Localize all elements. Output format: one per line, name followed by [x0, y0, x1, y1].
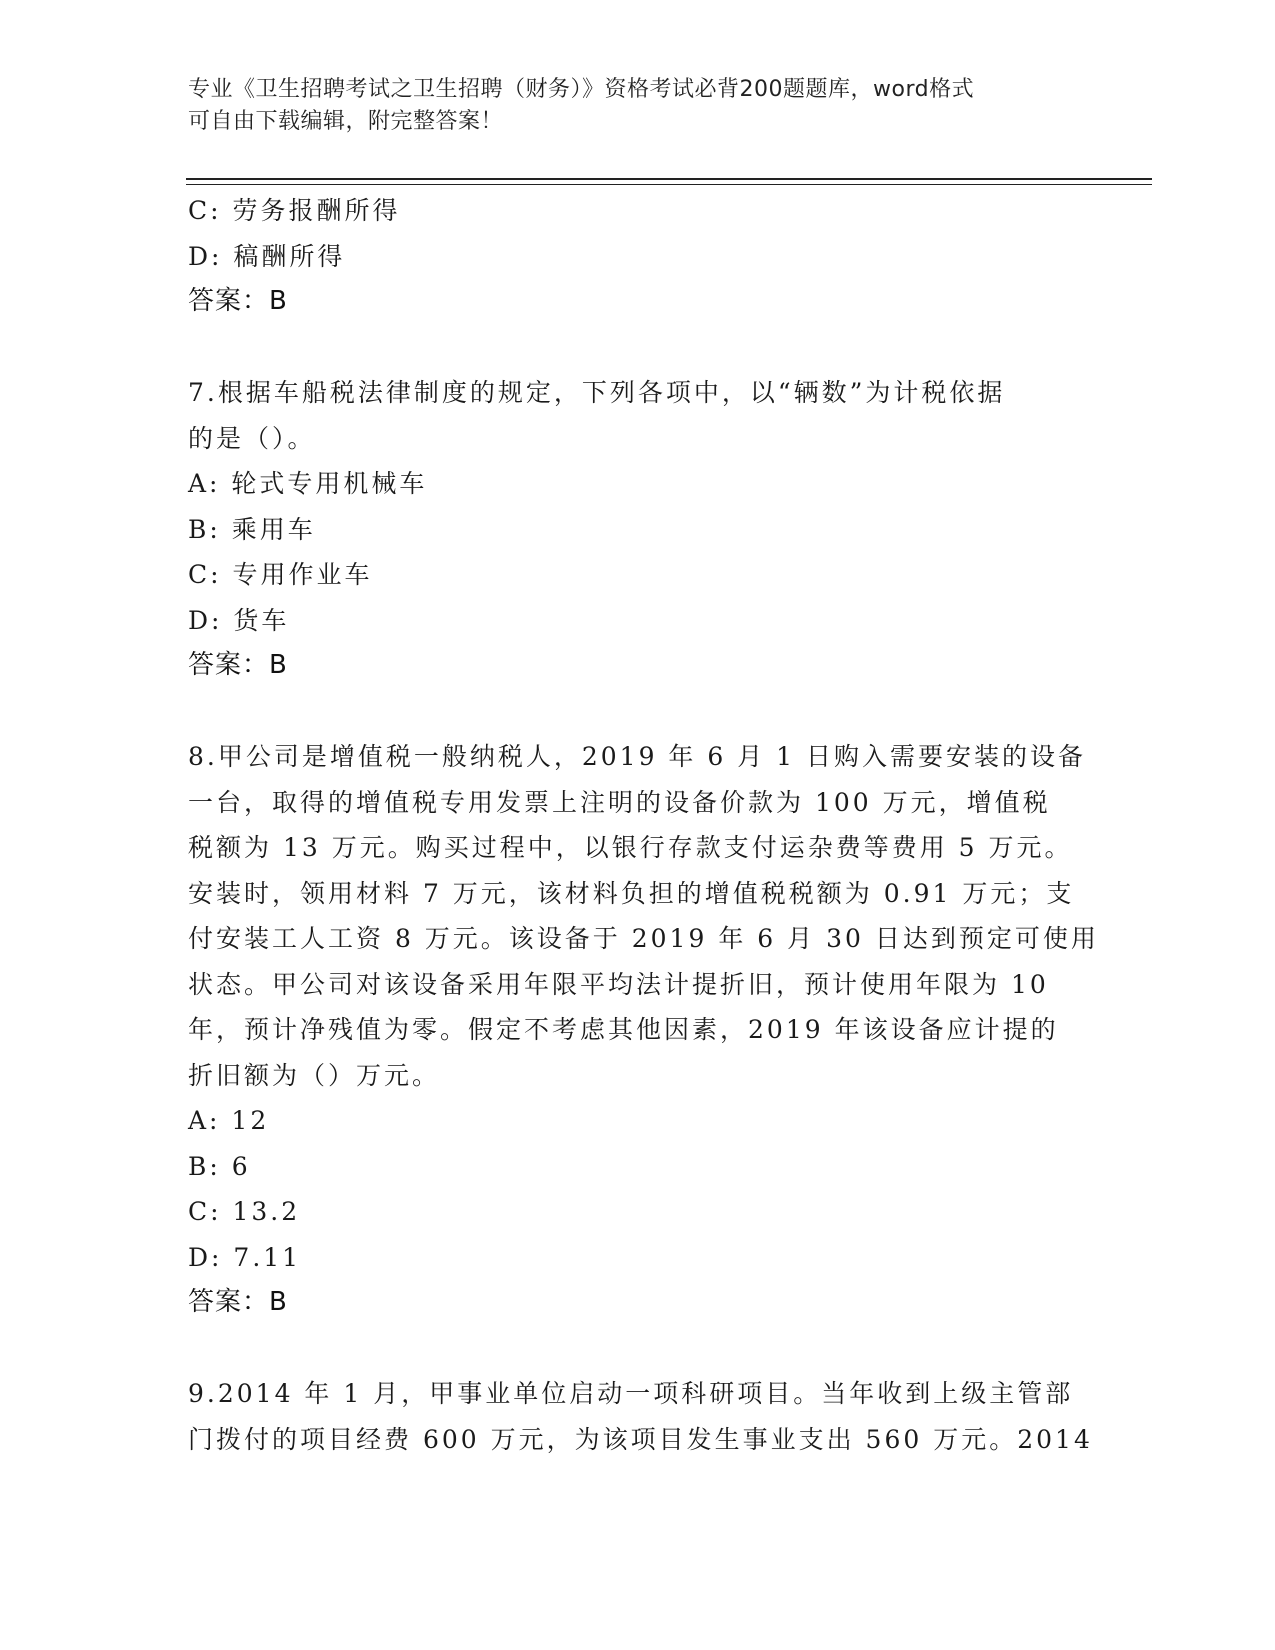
q8-answer: 答案：B	[188, 1287, 288, 1317]
q7-stem-line-1: 7.根据车船税法律制度的规定，下列各项中，以“辆数”为计税依据	[188, 378, 1006, 407]
spacer	[188, 1326, 1088, 1372]
q7-answer: 答案：B	[188, 650, 288, 680]
q7-stem-line-2: 的是（）。	[188, 423, 316, 453]
q8-stem-line-5: 付安装工人工资 8 万元。该设备于 2019 年 6 月 30 日达到预定可使用	[188, 924, 1099, 953]
q8-stem-line-8: 折旧额为（）万元。	[188, 1060, 441, 1090]
q8-stem-line-3: 税额为 13 万元。购买过程中，以银行存款支付运杂费等费用 5 万元。	[188, 833, 1073, 862]
q9-stem-line-2: 门拨付的项目经费 600 万元，为该项目发生事业支出 560 万元。2014	[188, 1424, 1093, 1454]
q8-stem-line-6: 状态。甲公司对该设备采用年限平均法计提折旧，预计使用年限为 10	[188, 969, 1049, 999]
q7-option-c: C: 专用作业车	[188, 560, 373, 589]
q8-option-c: C: 13.2	[188, 1197, 301, 1226]
q8-option-a: A: 12	[188, 1106, 270, 1135]
document-body	[188, 188, 1099, 1462]
header-rule-thin	[186, 184, 1152, 185]
header-rule-thick	[186, 178, 1152, 180]
header-line-1: 专业《卫生招聘考试之卫生招聘（财务）》资格考试必背200题题库，word格式	[188, 77, 975, 102]
q8-stem-line-2: 一台，取得的增值税专用发票上注明的设备价款为 100 万元，增值税	[188, 787, 1051, 817]
spacer	[188, 325, 1088, 371]
q8-option-d: D: 7.11	[188, 1242, 302, 1272]
q8-stem-line-1: 8.甲公司是增值税一般纳税人，2019 年 6 月 1 日购入需要安装的设备	[188, 742, 1087, 771]
q7-option-a: A: 轮式专用机械车	[188, 469, 428, 498]
q7-option-d: D: 货车	[188, 605, 290, 635]
q7-option-b: B: 乘用车	[188, 514, 316, 544]
q9-stem-line-1: 9.2014 年 1 月，甲事业单位启动一项科研项目。当年收到上级主管部	[188, 1379, 1074, 1408]
q8-stem-line-7: 年，预计净残值为零。假定不考虑其他因素，2019 年该设备应计提的	[188, 1015, 1059, 1044]
q8-option-b: B: 6	[188, 1151, 251, 1181]
document-header	[188, 74, 1088, 138]
q6-option-c: C: 劳务报酬所得	[188, 196, 401, 225]
header-line-2: 可自由下载编辑，附完整答案！	[188, 109, 504, 134]
q6-answer: 答案：B	[188, 286, 288, 316]
q8-stem-line-4: 安装时，领用材料 7 万元，该材料负担的增值税税额为 0.91 万元；支	[188, 878, 1075, 908]
q6-option-d: D: 稿酬所得	[188, 241, 346, 271]
spacer	[188, 689, 1088, 735]
